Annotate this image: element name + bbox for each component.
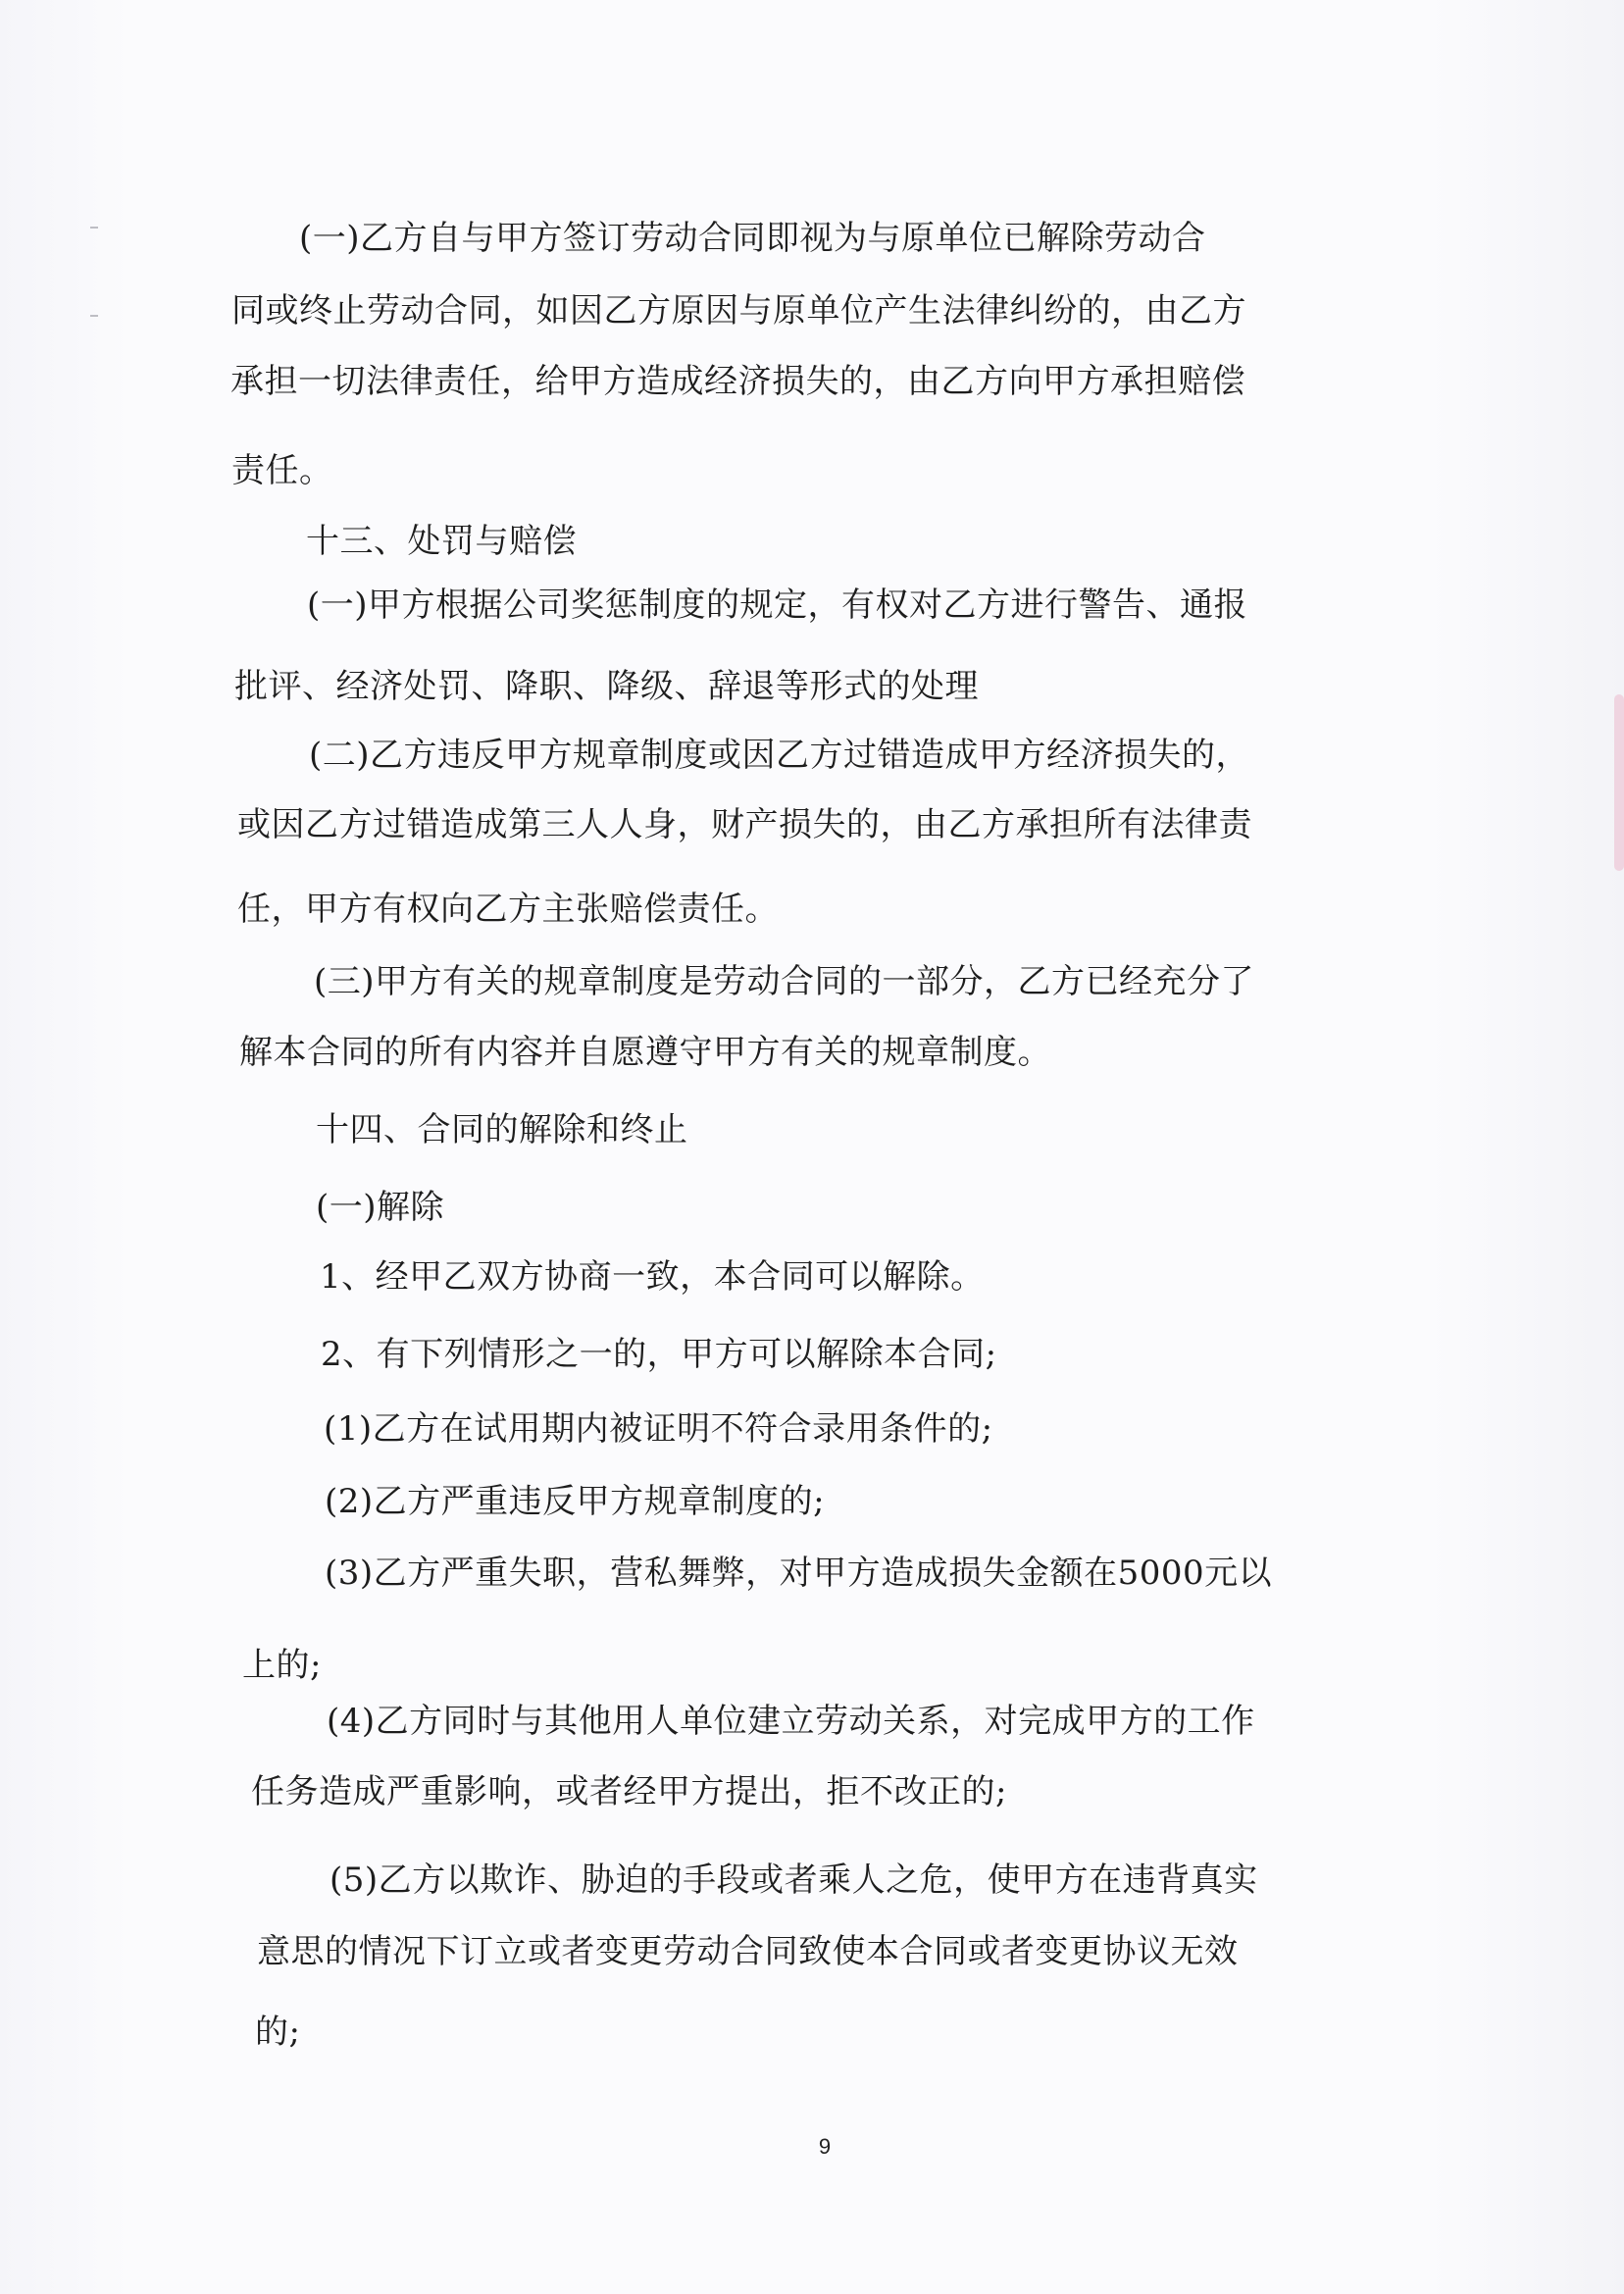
paragraph-line: 责任。 <box>231 451 333 490</box>
section-heading: 十四、合同的解除和终止 <box>316 1110 688 1149</box>
list-item-continuation: 任务造成严重影响，或者经甲方提出，拒不改正的; <box>251 1772 1007 1811</box>
paragraph-line: 或因乙方过错造成第三人人身，财产损失的，由乙方承担所有法律责 <box>237 805 1252 844</box>
paragraph-line: (二)乙方违反甲方规章制度或因乙方过错造成甲方经济损失的， <box>309 736 1250 775</box>
paragraph-line: 解本合同的所有内容并自愿遵守甲方有关的规章制度。 <box>239 1033 1051 1072</box>
list-item: (2)乙方严重违反甲方规章制度的; <box>325 1482 826 1521</box>
paragraph-line: 任，甲方有权向乙方主张赔偿责任。 <box>237 890 779 929</box>
scan-mark <box>90 315 98 317</box>
paragraph-line: 同或终止劳动合同，如因乙方原因与原单位产生法律纠纷的，由乙方 <box>231 291 1246 331</box>
subheading: (一)解除 <box>316 1188 445 1227</box>
scan-mark <box>90 227 98 229</box>
list-item: (4)乙方同时与其他用人单位建立劳动关系，对完成甲方的工作 <box>327 1702 1255 1741</box>
section-heading: 十三、处罚与赔偿 <box>306 522 577 561</box>
list-item: (3)乙方严重失职，营私舞弊，对甲方造成损失金额在5000元以 <box>325 1554 1273 1593</box>
list-item: (5)乙方以欺诈、胁迫的手段或者乘人之危，使甲方在违背真实 <box>330 1861 1258 1900</box>
stamp-bleed <box>1614 694 1624 871</box>
list-item-continuation: 的; <box>255 2013 301 2052</box>
list-item-continuation: 上的; <box>242 1646 322 1685</box>
list-item: (1)乙方在试用期内被证明不符合录用条件的; <box>324 1409 993 1449</box>
list-item-continuation: 意思的情况下订立或者变更劳动合同致使本合同或者变更协议无效 <box>257 1932 1239 1971</box>
paragraph-line: (一)乙方自与甲方签订劳动合同即视为与原单位已解除劳动合 <box>299 219 1206 258</box>
paragraph-line: 批评、经济处罚、降职、降级、辞退等形式的处理 <box>234 667 979 706</box>
paragraph-line: 承担一切法律责任，给甲方造成经济损失的，由乙方向甲方承担赔偿 <box>230 362 1245 401</box>
page-number: 9 <box>818 2134 832 2159</box>
clause-line: 1、经甲乙双方协商一致，本合同可以解除。 <box>320 1257 985 1297</box>
paragraph-line: (三)甲方有关的规章制度是劳动合同的一部分，乙方已经充分了 <box>314 962 1255 1001</box>
paragraph-line: (一)甲方根据公司奖惩制度的规定，有权对乙方进行警告、通报 <box>307 586 1248 625</box>
clause-line: 2、有下列情形之一的，甲方可以解除本合同; <box>321 1335 997 1374</box>
